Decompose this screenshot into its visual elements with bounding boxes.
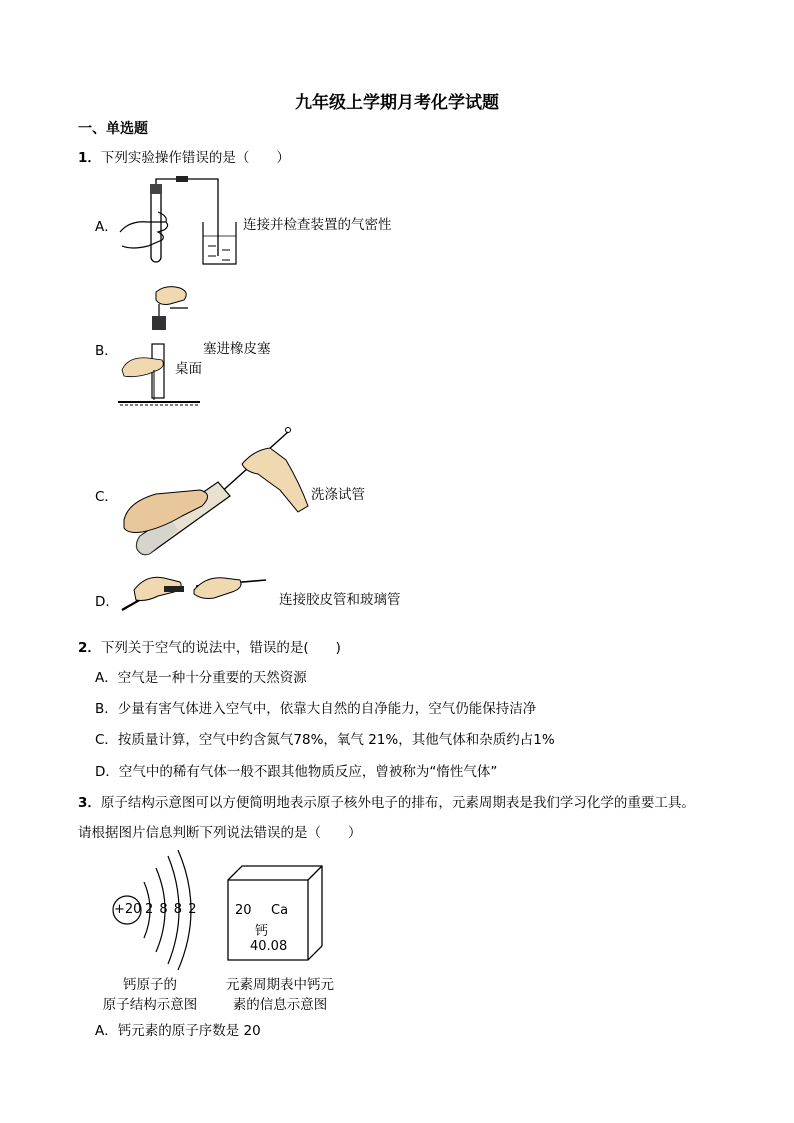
option-d-label: 连接胶皮管和玻璃管 — [279, 592, 401, 608]
element-symbol: Ca — [271, 903, 289, 918]
atom-nucleus-charge: +20 — [114, 902, 142, 917]
question-number: 2． — [78, 640, 101, 656]
question-1 — [78, 146, 290, 166]
page-title: 九年级上学期月考化学试题 — [295, 93, 499, 113]
element-atomic-mass: 40.08 — [250, 939, 288, 954]
option-b-table-label: 桌面 — [175, 361, 202, 377]
question-stem-line-1: 原子结构示意图可以方便简明地表示原子核外电子的排布，元素周期表是我们学习化学的重要工具。 — [100, 795, 695, 811]
element-name: 钙 — [255, 924, 269, 939]
atom-shell-electrons: 2 8 8 2 — [145, 902, 198, 917]
tube-washing-illustration — [122, 424, 310, 564]
question-3 — [78, 791, 695, 811]
q2-option-c: C．按质量计算，空气中约含氮气78%，氧气 21%，其他气体和杂质约占1% — [95, 732, 555, 748]
q2-option-a: A．空气是一种十分重要的天然资源 — [95, 670, 307, 686]
question-stem: 下列关于空气的说法中，错误的是( ) — [100, 640, 341, 656]
q2-option-d: D．空气中的稀有气体一般不跟其他物质反应，曾被称为“惰性气体” — [95, 764, 498, 780]
option-key-a: A． — [95, 219, 118, 235]
atom-diagram-caption: 钙原子的 原子结构示意图 — [102, 977, 198, 1013]
question-stem-line-2: 请根据图片信息判断下列说法错误的是（ ） — [78, 825, 362, 841]
hose-connection-illustration — [120, 572, 270, 614]
option-b-label: 塞进橡皮塞 — [203, 341, 271, 357]
option-key-c: C． — [95, 489, 118, 505]
rubber-stopper-illustration — [118, 282, 200, 408]
q3-option-a: A．钙元素的原子序数是 20 — [95, 1023, 261, 1039]
option-key-b: B． — [95, 343, 118, 359]
question-2 — [78, 636, 341, 656]
option-a-label: 连接并检查装置的气密性 — [243, 217, 392, 233]
element-atomic-number: 20 — [235, 903, 252, 918]
element-cell-caption: 元素周期表中钙元 素的信息示意图 — [226, 977, 334, 1013]
q2-option-b: B．少量有害气体进入空气中，依靠大自然的自净能力，空气仍能保持洁净 — [95, 701, 537, 717]
section-heading: 一、单选题 — [78, 121, 148, 137]
option-c-label: 洗涤试管 — [311, 487, 365, 503]
question-number: 3． — [78, 795, 101, 811]
question-stem: 下列实验操作错误的是（ ） — [100, 150, 290, 166]
airtightness-apparatus-illustration — [118, 176, 243, 268]
question-number: 1． — [78, 150, 101, 166]
option-key-d: D． — [95, 594, 119, 610]
